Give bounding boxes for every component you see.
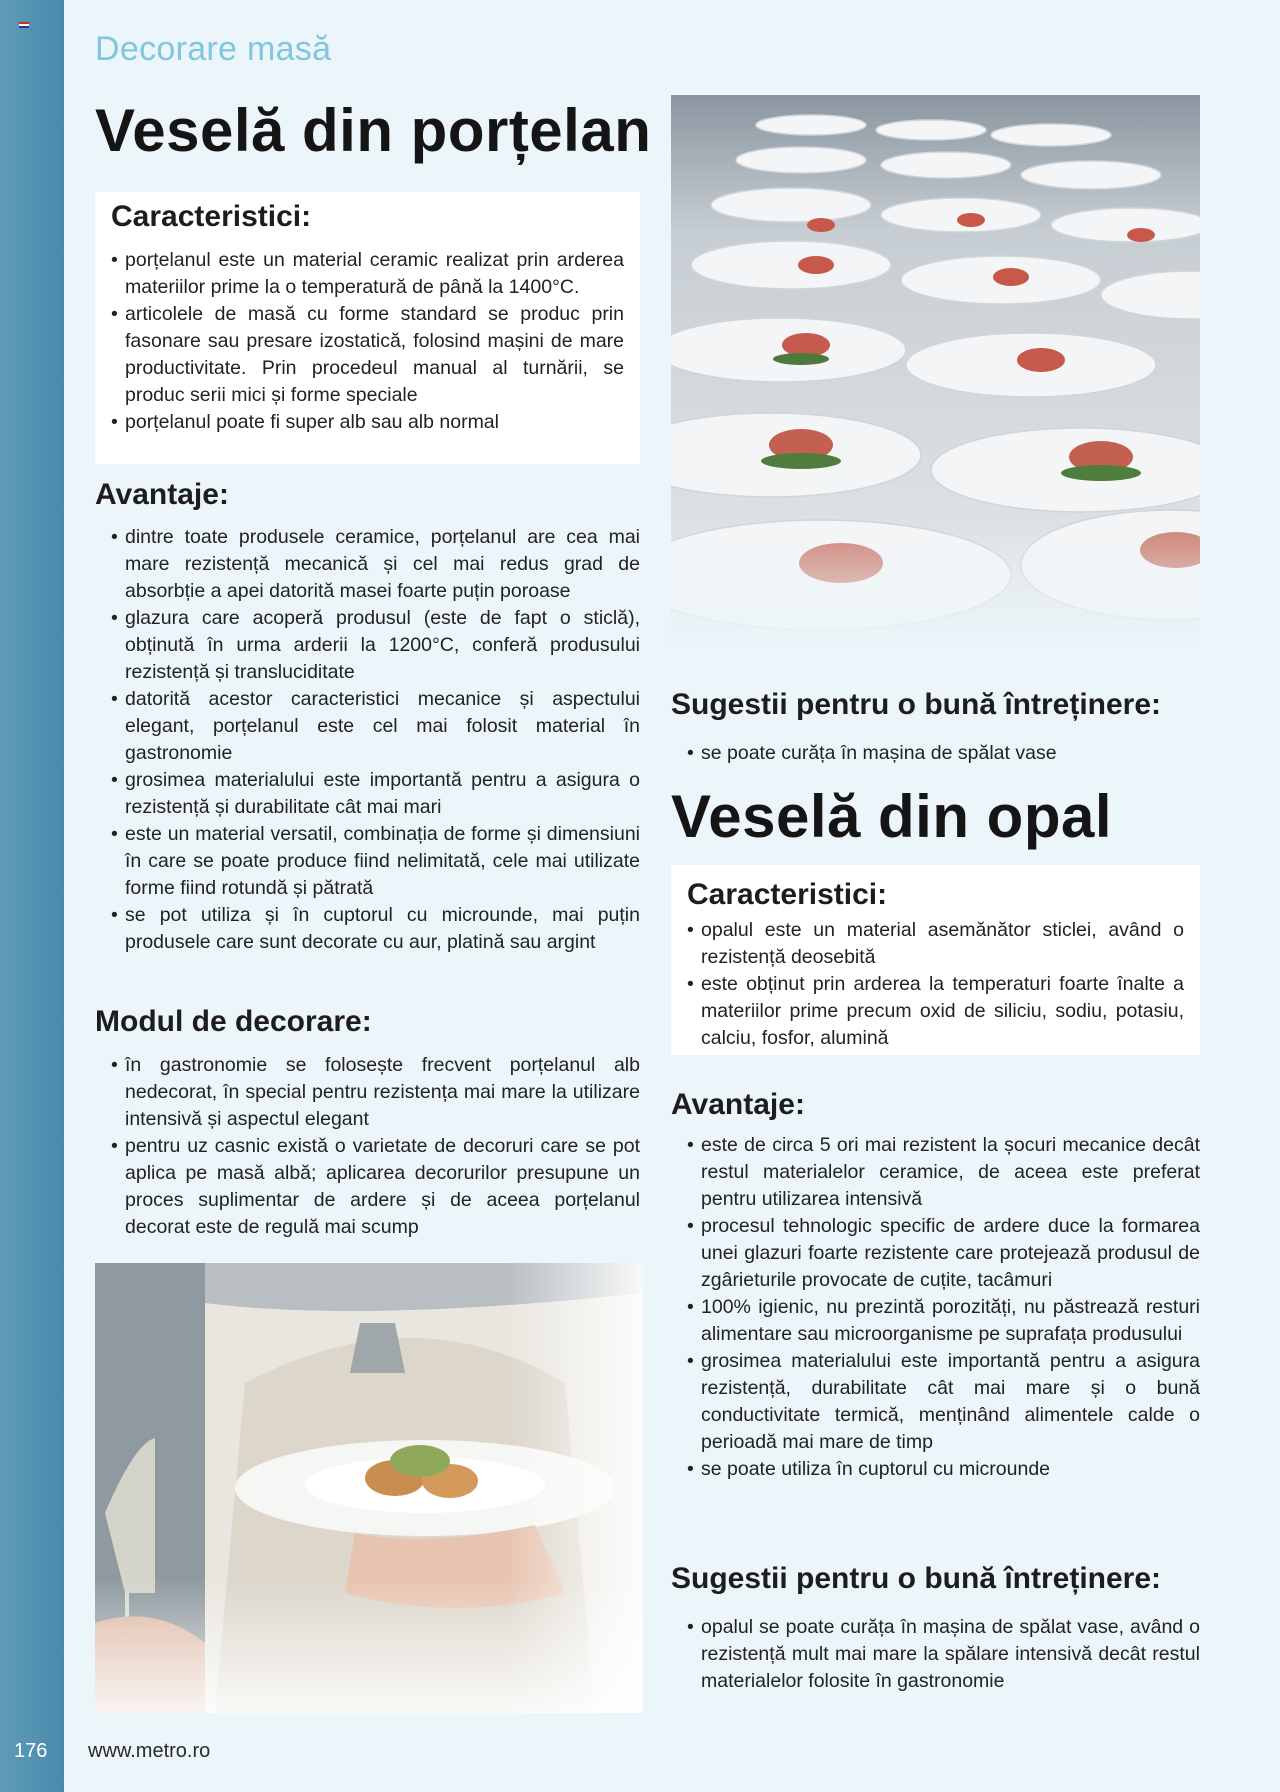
side-strip: [0, 0, 64, 1792]
list-item: • este obținut prin arderea la temperaturi foarte înalte a materiilor prime precum oxid de siliciu, sodiu, potasiu, calciu, fosfor, alumină: [687, 971, 1184, 1052]
portelan-title: Veselă din porțelan: [95, 97, 652, 164]
list-item: • 100% igienic, nu prezintă porozități, nu păstrează resturi alimentare sau microorganisme pe suprafața produsului: [687, 1294, 1200, 1348]
portelan-decoration-heading: Modul de decorare:: [95, 1005, 372, 1038]
list-item: • se pot utiliza și în cuptorul cu microunde, mai puțin produsele care sunt decorate cu aur, platină sau argint: [111, 902, 640, 956]
rows-of-plated-dishes-photo: [671, 95, 1200, 645]
list-item: • procesul tehnologic specific de ardere duce la formarea unei glazuri foarte rezistente care protejează produsul de zgârieturile provocate de cuțite, tacâmuri: [687, 1213, 1200, 1294]
list-item: • articolele de masă cu forme standard se produc prin fasonare sau presare izostatică, folosind mașini de mare productivitate. Prin procedeul manual al turnării, se produc serii mici și forme speciale: [111, 301, 624, 409]
opal-advantages-heading: Avantaje:: [671, 1088, 805, 1121]
portelan-advantages-heading: Avantaje:: [95, 478, 229, 511]
list-item: • porțelanul poate fi super alb sau alb normal: [111, 409, 624, 436]
portelan-characteristics-list: [111, 247, 624, 436]
romania-flag-icon: [19, 22, 29, 28]
list-item: • este un material versatil, combinația de forme și dimensiuni în care se poate produce fiind nelimitată, cele mai utilizate forme fiind rotundă și pătrată: [111, 821, 640, 902]
list-item: • pentru uz casnic există o varietate de decoruri care se pot aplica pe masă albă; aplicarea decorurilor presupune un proces suplimentar de ardere și de aceea porțelanul decorat este de regulă mai scump: [111, 1133, 640, 1241]
list-item: • opalul se poate curăța în mașina de spălat vase, având o rezistență mult mai mare la spălare intensivă decât restul materialelor folosite în gastronomie: [687, 1614, 1200, 1695]
portelan-care-list: [687, 740, 1200, 767]
opal-characteristics-list: [687, 917, 1184, 1052]
list-item: • se poate curăța în mașina de spălat vase: [687, 740, 1200, 767]
list-item: • grosimea materialului este importantă pentru a asigura rezistență, durabilitate cât mai mare și o bună conductivitate termică, menținând alimentele calde o perioadă mai mare de timp: [687, 1348, 1200, 1456]
list-item: • datorită acestor caracteristici mecanice și aspectului elegant, porțelanul este cel mai folosit material în gastronomie: [111, 686, 640, 767]
list-item: • dintre toate produsele ceramice, porțelanul are cea mai mare rezistență mecanică și cel mai redus grad de absorbție a apei datorită masei foarte puțin poroase: [111, 524, 640, 605]
list-item: • în gastronomie se folosește frecvent porțelanul alb nedecorat, în special pentru rezistența mai mare la utilizare intensivă și aspectul elegant: [111, 1052, 640, 1133]
page-number: 176: [14, 1740, 48, 1762]
portelan-care-heading: Sugestii pentru o bună întreținere:: [671, 688, 1162, 721]
portelan-decoration-list: [111, 1052, 640, 1241]
opal-characteristics-heading: Caracteristici:: [687, 878, 888, 911]
section-label: Decorare masă: [95, 30, 332, 68]
list-item: • glazura care acoperă produsul (este de fapt o sticlă), obținută în urma arderii la 1200°C, conferă produsului rezistență și transluciditate: [111, 605, 640, 686]
list-item: • grosimea materialului este importantă pentru a asigura o rezistență și durabilitate cât mai mari: [111, 767, 640, 821]
footer-url[interactable]: www.metro.ro: [88, 1740, 211, 1762]
opal-care-list: [687, 1614, 1200, 1695]
waiter-serving-plate-photo: [95, 1263, 643, 1713]
opal-title: Veselă din opal: [671, 783, 1113, 850]
list-item: • este de circa 5 ori mai rezistent la șocuri mecanice decât restul materialelor ceramice, de aceea este preferat pentru utilizarea intensivă: [687, 1132, 1200, 1213]
list-item: • porțelanul este un material ceramic realizat prin arderea materiilor prime la o temperatură de până la 1400°C.: [111, 247, 624, 301]
portelan-characteristics-heading: Caracteristici:: [111, 200, 312, 233]
list-item: • se poate utiliza în cuptorul cu microunde: [687, 1456, 1200, 1483]
opal-advantages-list: [687, 1132, 1200, 1483]
opal-care-heading: Sugestii pentru o bună întreținere:: [671, 1562, 1162, 1595]
list-item: • opalul este un material asemănător sticlei, având o rezistență deosebită: [687, 917, 1184, 971]
portelan-advantages-list: [111, 524, 640, 956]
